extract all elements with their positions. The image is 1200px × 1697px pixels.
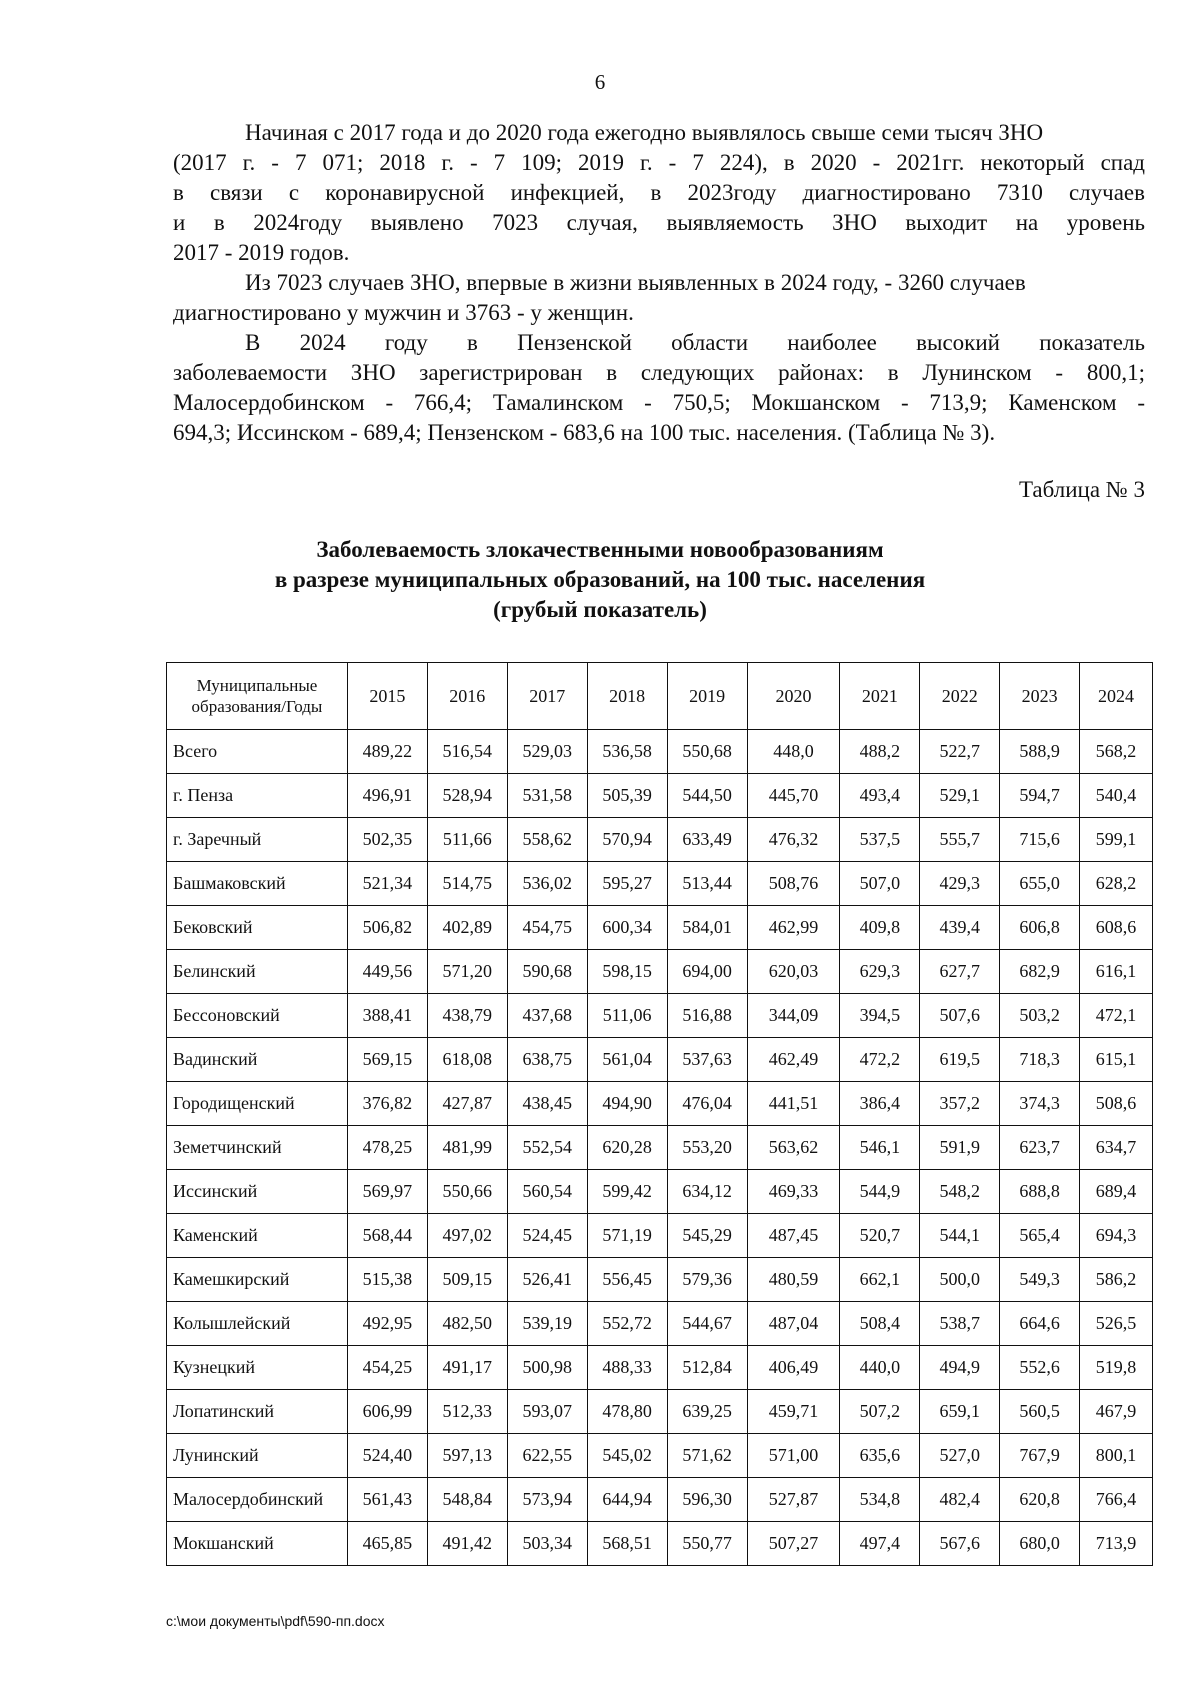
table-cell-value: 537,5 (840, 818, 920, 862)
table-cell-value: 507,6 (920, 994, 1000, 1038)
table-cell-value: 524,40 (347, 1434, 427, 1478)
table-cell-value: 478,25 (347, 1126, 427, 1170)
table-cell-value: 680,0 (1000, 1522, 1080, 1566)
table-cell-value: 635,6 (840, 1434, 920, 1478)
table-cell-value: 597,13 (427, 1434, 507, 1478)
table-cell-value: 627,7 (920, 950, 1000, 994)
table-cell-value: 402,89 (427, 906, 507, 950)
table-cell-value: 590,68 (507, 950, 587, 994)
title-line: Заболеваемость злокачественными новообразованиям (316, 537, 884, 562)
table-cell-value: 568,44 (347, 1214, 427, 1258)
table-cell-value: 465,85 (347, 1522, 427, 1566)
table-cell-value: 608,6 (1080, 906, 1153, 950)
header-name-line: образования/Годы (191, 697, 323, 716)
table-cell-value: 497,02 (427, 1214, 507, 1258)
table-cell-value: 497,4 (840, 1522, 920, 1566)
table-cell-value: 488,2 (840, 730, 920, 774)
table-header-row (167, 663, 1153, 730)
table-cell-value: 616,1 (1080, 950, 1153, 994)
table-cell-value: 531,58 (507, 774, 587, 818)
table-cell-value: 438,45 (507, 1082, 587, 1126)
row-municipality-name: Вадинский (167, 1038, 348, 1082)
table-cell-value: 550,77 (667, 1522, 747, 1566)
table-cell-value: 594,7 (1000, 774, 1080, 818)
table-cell-value: 482,4 (920, 1478, 1000, 1522)
table-cell-value: 438,79 (427, 994, 507, 1038)
table-cell-value: 441,51 (747, 1082, 840, 1126)
table-cell-value: 503,2 (1000, 994, 1080, 1038)
table-cell-value: 376,82 (347, 1082, 427, 1126)
table-cell-value: 599,42 (587, 1170, 667, 1214)
table-cell-value: 540,4 (1080, 774, 1153, 818)
table-cell-value: 546,1 (840, 1126, 920, 1170)
table-cell-value: 606,99 (347, 1390, 427, 1434)
table-cell-value: 437,68 (507, 994, 587, 1038)
text-line: Начиная с 2017 года и до 2020 года ежегодно выявлялось свыше семи тысяч ЗНО (245, 120, 1044, 145)
table-cell-value: 558,62 (507, 818, 587, 862)
row-municipality-name: Белинский (167, 950, 348, 994)
table-cell-value: 513,44 (667, 862, 747, 906)
table-cell-value: 682,9 (1000, 950, 1080, 994)
table-cell-value: 487,45 (747, 1214, 840, 1258)
table-cell-value: 715,6 (1000, 818, 1080, 862)
table-cell-value: 427,87 (427, 1082, 507, 1126)
table-cell-value: 478,80 (587, 1390, 667, 1434)
table-row (167, 1522, 1153, 1566)
header-name-line: Муниципальные (196, 676, 318, 695)
table-cell-value: 374,3 (1000, 1082, 1080, 1126)
text-line: (2017 г. - 7 071; 2018 г. - 7 109; 2019 г. - 7 224), в 2020 - 2021гг. некоторый спад (173, 150, 1145, 175)
table-cell-value: 620,28 (587, 1126, 667, 1170)
paragraph-detection-dynamics (173, 118, 1145, 268)
table-cell-value: 623,7 (1000, 1126, 1080, 1170)
table-cell-value: 694,00 (667, 950, 747, 994)
table-cell-value: 622,55 (507, 1434, 587, 1478)
text-line: и в 2024году выявлено 7023 случая, выявляемость ЗНО выходит на уровень (173, 210, 1145, 235)
table-cell-value: 469,33 (747, 1170, 840, 1214)
table-cell-value: 544,67 (667, 1302, 747, 1346)
table-cell-value: 536,58 (587, 730, 667, 774)
table-row (167, 1082, 1153, 1126)
table-row (167, 950, 1153, 994)
header-year: 2024 (1080, 663, 1153, 730)
row-municipality-name: Кузнецкий (167, 1346, 348, 1390)
table-cell-value: 507,27 (747, 1522, 840, 1566)
table-cell-value: 472,2 (840, 1038, 920, 1082)
table-cell-value: 571,62 (667, 1434, 747, 1478)
table-cell-value: 539,19 (507, 1302, 587, 1346)
table-cell-value: 487,04 (747, 1302, 840, 1346)
row-municipality-name: Башмаковский (167, 862, 348, 906)
title-line: (грубый показатель) (493, 597, 707, 622)
table-cell-value: 620,8 (1000, 1478, 1080, 1522)
table-cell-value: 664,6 (1000, 1302, 1080, 1346)
table-cell-value: 718,3 (1000, 1038, 1080, 1082)
table-cell-value: 560,5 (1000, 1390, 1080, 1434)
table-row (167, 862, 1153, 906)
table-cell-value: 606,8 (1000, 906, 1080, 950)
table-cell-value: 598,15 (587, 950, 667, 994)
table-cell-value: 629,3 (840, 950, 920, 994)
table-cell-value: 571,19 (587, 1214, 667, 1258)
table-cell-value: 520,7 (840, 1214, 920, 1258)
table-cell-value: 591,9 (920, 1126, 1000, 1170)
table-cell-value: 634,7 (1080, 1126, 1153, 1170)
table-cell-value: 600,34 (587, 906, 667, 950)
header-municipality (167, 663, 348, 730)
table-cell-value: 529,03 (507, 730, 587, 774)
table-cell-value: 644,94 (587, 1478, 667, 1522)
row-municipality-name: Колышлейский (167, 1302, 348, 1346)
table-cell-value: 519,8 (1080, 1346, 1153, 1390)
paragraph-top-districts (173, 328, 1145, 448)
header-year: 2023 (1000, 663, 1080, 730)
table-cell-value: 579,36 (667, 1258, 747, 1302)
table-cell-value: 481,99 (427, 1126, 507, 1170)
row-municipality-name: Бессоновский (167, 994, 348, 1038)
table-cell-value: 409,8 (840, 906, 920, 950)
table-cell-value: 500,98 (507, 1346, 587, 1390)
table-cell-value: 503,34 (507, 1522, 587, 1566)
table-cell-value: 528,94 (427, 774, 507, 818)
table-cell-value: 505,39 (587, 774, 667, 818)
table-cell-value: 570,94 (587, 818, 667, 862)
table-cell-value: 556,45 (587, 1258, 667, 1302)
table-cell-value: 454,75 (507, 906, 587, 950)
table-cell-value: 524,45 (507, 1214, 587, 1258)
header-year: 2015 (347, 663, 427, 730)
table-cell-value: 573,94 (507, 1478, 587, 1522)
table-cell-value: 563,62 (747, 1126, 840, 1170)
header-year: 2020 (747, 663, 840, 730)
footer-file-path: c:\мои документы\pdf\590-пп.docx (166, 1613, 385, 1629)
text-line: 2017 - 2019 годов. (173, 240, 350, 265)
row-municipality-name: г. Пенза (167, 774, 348, 818)
table-cell-value: 766,4 (1080, 1478, 1153, 1522)
row-municipality-name: Лопатинский (167, 1390, 348, 1434)
table-title (0, 535, 1200, 625)
row-municipality-name: Малосердобинский (167, 1478, 348, 1522)
table-row (167, 730, 1153, 774)
table-cell-value: 553,20 (667, 1126, 747, 1170)
table-cell-value: 567,6 (920, 1522, 1000, 1566)
paragraph-gender-split (173, 268, 1145, 328)
table-cell-value: 571,00 (747, 1434, 840, 1478)
table-cell-value: 561,04 (587, 1038, 667, 1082)
table-cell-value: 429,3 (920, 862, 1000, 906)
table-cell-value: 595,27 (587, 862, 667, 906)
table-cell-value: 536,02 (507, 862, 587, 906)
table-row (167, 818, 1153, 862)
table-cell-value: 599,1 (1080, 818, 1153, 862)
table-cell-value: 534,8 (840, 1478, 920, 1522)
table-cell-value: 588,9 (1000, 730, 1080, 774)
table-cell-value: 439,4 (920, 906, 1000, 950)
table-cell-value: 386,4 (840, 1082, 920, 1126)
table-cell-value: 491,17 (427, 1346, 507, 1390)
row-municipality-name: Мокшанский (167, 1522, 348, 1566)
table-row (167, 1170, 1153, 1214)
table-cell-value: 662,1 (840, 1258, 920, 1302)
table-cell-value: 560,54 (507, 1170, 587, 1214)
table-cell-value: 494,90 (587, 1082, 667, 1126)
table-cell-value: 545,02 (587, 1434, 667, 1478)
header-year: 2018 (587, 663, 667, 730)
table-cell-value: 568,51 (587, 1522, 667, 1566)
row-municipality-name: Всего (167, 730, 348, 774)
table-cell-value: 449,56 (347, 950, 427, 994)
table-cell-value: 593,07 (507, 1390, 587, 1434)
row-municipality-name: Земетчинский (167, 1126, 348, 1170)
table-cell-value: 448,0 (747, 730, 840, 774)
table-cell-value: 493,4 (840, 774, 920, 818)
table-row (167, 1346, 1153, 1390)
table-cell-value: 489,22 (347, 730, 427, 774)
table-cell-value: 459,71 (747, 1390, 840, 1434)
table-cell-value: 639,25 (667, 1390, 747, 1434)
table-cell-value: 552,6 (1000, 1346, 1080, 1390)
table-cell-value: 634,12 (667, 1170, 747, 1214)
table-cell-value: 406,49 (747, 1346, 840, 1390)
table-cell-value: 522,7 (920, 730, 1000, 774)
table-cell-value: 507,2 (840, 1390, 920, 1434)
table-cell-value: 526,5 (1080, 1302, 1153, 1346)
table-cell-value: 549,3 (1000, 1258, 1080, 1302)
table-cell-value: 538,7 (920, 1302, 1000, 1346)
table-cell-value: 494,9 (920, 1346, 1000, 1390)
table-cell-value: 516,88 (667, 994, 747, 1038)
table-row (167, 1126, 1153, 1170)
table-cell-value: 584,01 (667, 906, 747, 950)
text-line: В 2024 году в Пензенской области наиболее высокий показатель (245, 330, 1145, 355)
table-cell-value: 596,30 (667, 1478, 747, 1522)
table-cell-value: 565,4 (1000, 1214, 1080, 1258)
row-municipality-name: Лунинский (167, 1434, 348, 1478)
table-cell-value: 537,63 (667, 1038, 747, 1082)
table-cell-value: 476,04 (667, 1082, 747, 1126)
table-cell-value: 508,76 (747, 862, 840, 906)
text-line: Из 7023 случаев ЗНО, впервые в жизни выявленных в 2024 году, - 3260 случаев (245, 270, 1026, 295)
table-row (167, 1434, 1153, 1478)
table-cell-value: 548,84 (427, 1478, 507, 1522)
table-cell-value: 545,29 (667, 1214, 747, 1258)
table-row (167, 1258, 1153, 1302)
table-cell-value: 480,59 (747, 1258, 840, 1302)
table-cell-value: 512,84 (667, 1346, 747, 1390)
table-cell-value: 394,5 (840, 994, 920, 1038)
table-row (167, 994, 1153, 1038)
text-line: 694,3; Иссинском - 689,4; Пензенском - 683,6 на 100 тыс. населения. (Таблица № 3). (173, 420, 996, 445)
table-cell-value: 511,06 (587, 994, 667, 1038)
header-year: 2022 (920, 663, 1000, 730)
table-cell-value: 508,4 (840, 1302, 920, 1346)
table-row (167, 1214, 1153, 1258)
table-cell-value: 516,54 (427, 730, 507, 774)
text-line: диагностировано у мужчин и 3763 - у женщин. (173, 300, 634, 325)
table-cell-value: 344,09 (747, 994, 840, 1038)
table-cell-value: 544,50 (667, 774, 747, 818)
table-cell-value: 555,7 (920, 818, 1000, 862)
table-cell-value: 544,1 (920, 1214, 1000, 1258)
row-municipality-name: Городищенский (167, 1082, 348, 1126)
table-cell-value: 713,9 (1080, 1522, 1153, 1566)
table-cell-value: 488,33 (587, 1346, 667, 1390)
table-cell-value: 527,87 (747, 1478, 840, 1522)
table-cell-value: 628,2 (1080, 862, 1153, 906)
table-cell-value: 569,97 (347, 1170, 427, 1214)
text-line: Малосердобинском - 766,4; Тамалинском - 750,5; Мокшанском - 713,9; Каменском - (173, 390, 1145, 415)
table-row (167, 906, 1153, 950)
table-cell-value: 472,1 (1080, 994, 1153, 1038)
table-cell-value: 527,0 (920, 1434, 1000, 1478)
table-cell-value: 388,41 (347, 994, 427, 1038)
table-cell-value: 550,66 (427, 1170, 507, 1214)
table-cell-value: 620,03 (747, 950, 840, 994)
table-cell-value: 571,20 (427, 950, 507, 994)
table-cell-value: 454,25 (347, 1346, 427, 1390)
table-cell-value: 508,6 (1080, 1082, 1153, 1126)
table-cell-value: 467,9 (1080, 1390, 1153, 1434)
table-cell-value: 511,66 (427, 818, 507, 862)
table-cell-value: 482,50 (427, 1302, 507, 1346)
table-cell-value: 568,2 (1080, 730, 1153, 774)
table-row (167, 1478, 1153, 1522)
incidence-table (166, 662, 1153, 1566)
table-cell-value: 506,82 (347, 906, 427, 950)
table-cell-value: 694,3 (1080, 1214, 1153, 1258)
table-cell-value: 500,0 (920, 1258, 1000, 1302)
table-caption: Таблица № 3 (1018, 477, 1145, 502)
table-cell-value: 462,49 (747, 1038, 840, 1082)
table-cell-value: 561,43 (347, 1478, 427, 1522)
table-cell-value: 526,41 (507, 1258, 587, 1302)
table-cell-value: 507,0 (840, 862, 920, 906)
table-row (167, 774, 1153, 818)
table-cell-value: 552,54 (507, 1126, 587, 1170)
table-cell-value: 800,1 (1080, 1434, 1153, 1478)
table-cell-value: 638,75 (507, 1038, 587, 1082)
table-cell-value: 509,15 (427, 1258, 507, 1302)
table-cell-value: 633,49 (667, 818, 747, 862)
page-number: 6 (594, 70, 606, 94)
header-year: 2019 (667, 663, 747, 730)
table-cell-value: 767,9 (1000, 1434, 1080, 1478)
row-municipality-name: г. Заречный (167, 818, 348, 862)
table-cell-value: 688,8 (1000, 1170, 1080, 1214)
table-cell-value: 445,70 (747, 774, 840, 818)
table-cell-value: 655,0 (1000, 862, 1080, 906)
table-cell-value: 512,33 (427, 1390, 507, 1434)
table-cell-value: 440,0 (840, 1346, 920, 1390)
table-cell-value: 569,15 (347, 1038, 427, 1082)
table-cell-value: 659,1 (920, 1390, 1000, 1434)
row-municipality-name: Каменский (167, 1214, 348, 1258)
table-cell-value: 491,42 (427, 1522, 507, 1566)
table-cell-value: 521,34 (347, 862, 427, 906)
table-cell-value: 618,08 (427, 1038, 507, 1082)
table-cell-value: 492,95 (347, 1302, 427, 1346)
table-cell-value: 514,75 (427, 862, 507, 906)
table-row (167, 1302, 1153, 1346)
table-cell-value: 619,5 (920, 1038, 1000, 1082)
table-cell-value: 550,68 (667, 730, 747, 774)
table-row (167, 1390, 1153, 1434)
table-cell-value: 502,35 (347, 818, 427, 862)
row-municipality-name: Иссинский (167, 1170, 348, 1214)
table-cell-value: 552,72 (587, 1302, 667, 1346)
header-year: 2016 (427, 663, 507, 730)
table-cell-value: 476,32 (747, 818, 840, 862)
table-cell-value: 462,99 (747, 906, 840, 950)
header-year: 2021 (840, 663, 920, 730)
table-cell-value: 689,4 (1080, 1170, 1153, 1214)
table-cell-value: 529,1 (920, 774, 1000, 818)
header-year: 2017 (507, 663, 587, 730)
table-cell-value: 544,9 (840, 1170, 920, 1214)
text-line: в связи с коронавирусной инфекцией, в 2023году диагностировано 7310 случаев (173, 180, 1145, 205)
table-cell-value: 586,2 (1080, 1258, 1153, 1302)
table-cell-value: 615,1 (1080, 1038, 1153, 1082)
row-municipality-name: Бековский (167, 906, 348, 950)
row-municipality-name: Камешкирский (167, 1258, 348, 1302)
table-cell-value: 357,2 (920, 1082, 1000, 1126)
title-line: в разрезе муниципальных образований, на 100 тыс. населения (274, 567, 926, 592)
table-row (167, 1038, 1153, 1082)
table-cell-value: 515,38 (347, 1258, 427, 1302)
text-line: заболеваемости ЗНО зарегистрирован в следующих районах: в Лунинском - 800,1; (173, 360, 1145, 385)
table-cell-value: 496,91 (347, 774, 427, 818)
table-cell-value: 548,2 (920, 1170, 1000, 1214)
